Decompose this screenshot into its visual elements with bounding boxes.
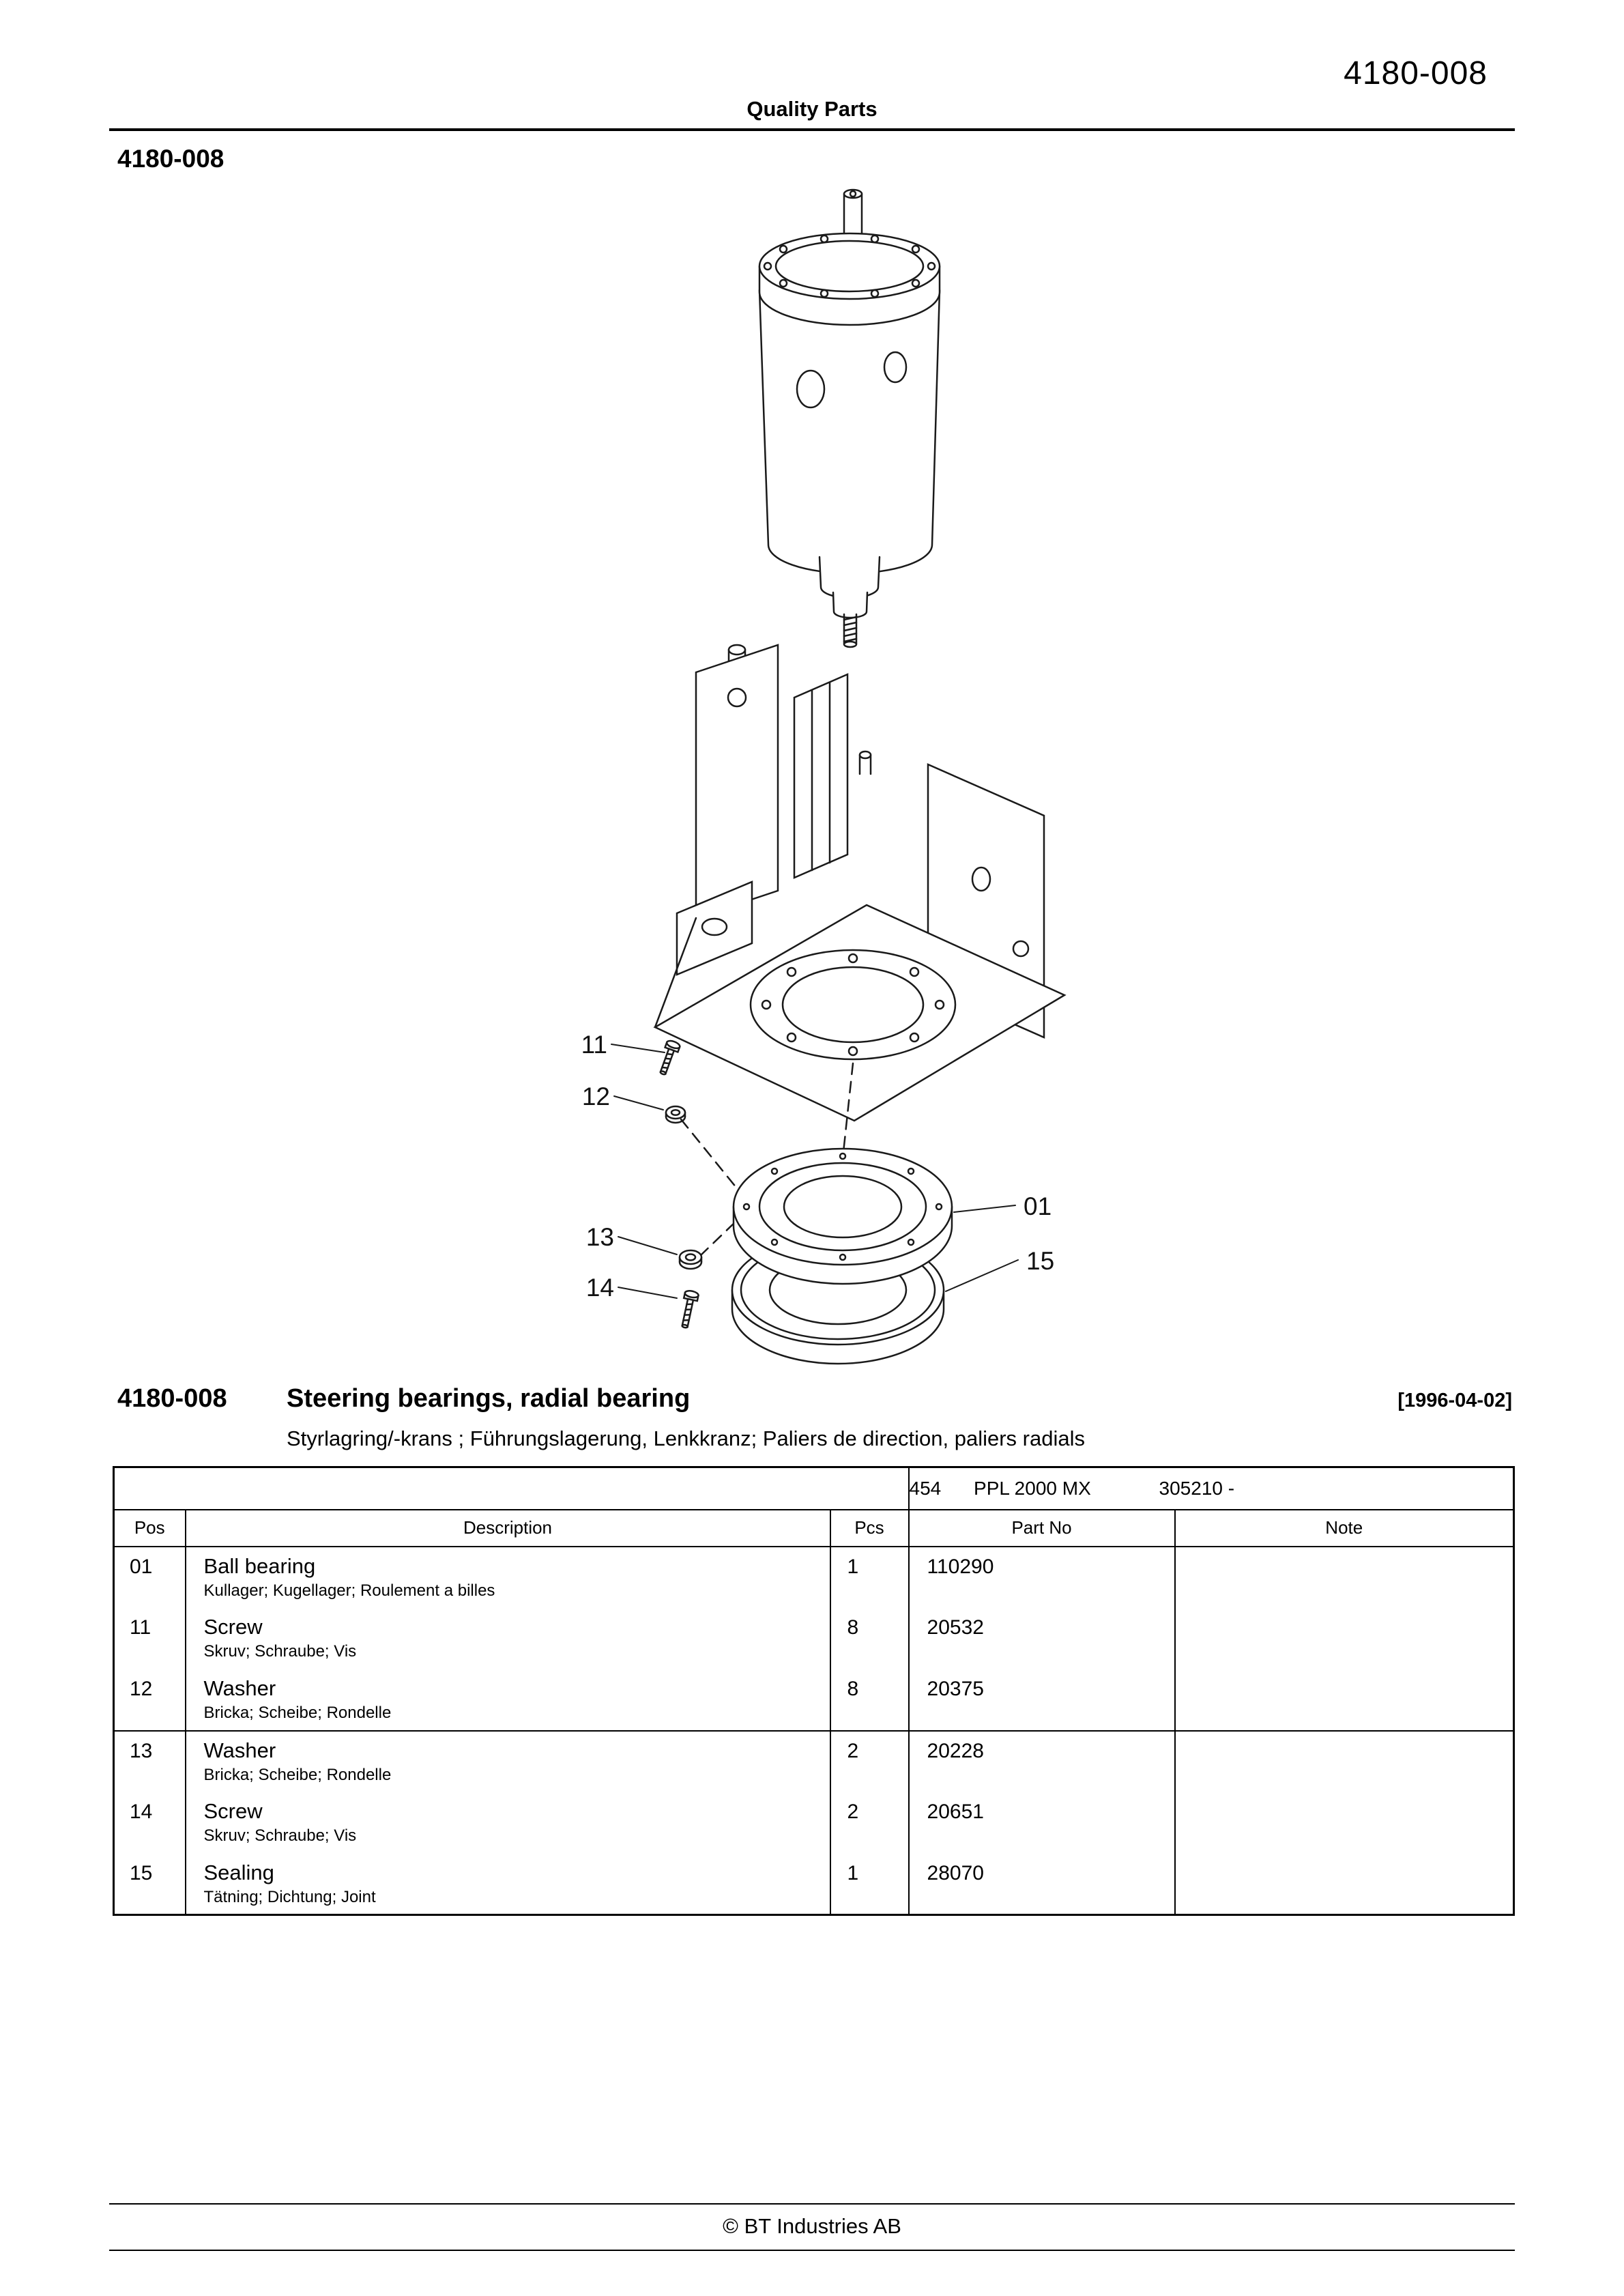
section-title: Steering bearings, radial bearing — [287, 1384, 691, 1413]
description-sub: Skruv; Schraube; Vis — [203, 1826, 357, 1845]
description-main: Screw — [203, 1798, 263, 1823]
note-cell — [1175, 1669, 1514, 1731]
pcs-cell: 2 — [830, 1792, 909, 1854]
note-cell — [1175, 1854, 1514, 1915]
description-main: Screw — [203, 1614, 263, 1639]
cylinder-assembly — [759, 190, 940, 647]
description-sub: Skruv; Schraube; Vis — [203, 1641, 357, 1661]
pos-cell: 14 — [114, 1792, 186, 1854]
footer-text: © BT Industries AB — [723, 2214, 901, 2238]
description-sub: Bricka; Scheibe; Rondelle — [203, 1765, 392, 1784]
bracket-assembly — [655, 645, 1064, 1121]
description-cell — [186, 1547, 830, 1608]
partno-cell: 20651 — [909, 1792, 1175, 1854]
table-row — [114, 1854, 1514, 1915]
callout-15: 15 — [1026, 1247, 1055, 1275]
model-name: PPL 2000 MX — [974, 1477, 1091, 1499]
description-sub: Tätning; Dichtung; Joint — [203, 1887, 376, 1906]
note-cell — [1175, 1608, 1514, 1669]
footer-rule-top — [109, 2203, 1515, 2205]
description-cell — [186, 1792, 830, 1854]
pcs-cell: 1 — [830, 1854, 909, 1915]
note-cell — [1175, 1731, 1514, 1792]
pcs-cell: 8 — [830, 1608, 909, 1669]
serial-range: 305210 - — [1159, 1477, 1235, 1499]
callout-11: 11 — [581, 1031, 607, 1059]
pos-cell: 13 — [114, 1731, 186, 1792]
section-number: 4180-008 — [117, 1384, 227, 1413]
pos-cell: 11 — [114, 1608, 186, 1669]
description-sub: Kullager; Kugellager; Roulement a billes — [203, 1581, 495, 1600]
section-header — [117, 1384, 1512, 1414]
description-main: Washer — [203, 1676, 276, 1700]
pcs-cell: 1 — [830, 1547, 909, 1608]
col-header-description: Description — [186, 1510, 830, 1547]
model-row — [114, 1467, 1514, 1510]
partno-cell: 20375 — [909, 1669, 1175, 1731]
description-sub: Bricka; Scheibe; Rondelle — [203, 1703, 392, 1722]
screw-14-part — [678, 1290, 699, 1329]
note-cell — [1175, 1547, 1514, 1608]
ball-bearing-drawing — [734, 1149, 952, 1284]
header-rule — [109, 128, 1515, 131]
washer-13-part — [680, 1250, 701, 1269]
callout-01: 01 — [1024, 1192, 1052, 1220]
pos-cell: 01 — [114, 1547, 186, 1608]
table-row — [114, 1547, 1514, 1608]
exploded-view-svg — [382, 164, 1351, 1379]
doc-number: 4180-008 — [1344, 55, 1488, 91]
table-row — [114, 1669, 1514, 1731]
col-header-pcs: Pcs — [830, 1510, 909, 1547]
parts-table-container — [113, 1466, 1515, 1916]
pos-cell: 15 — [114, 1854, 186, 1915]
section-subtitle: Styrlagring/-krans ; Führungslagerung, Lenkkranz; Paliers de direction, paliers radials — [287, 1426, 1085, 1450]
partno-cell: 28070 — [909, 1854, 1175, 1915]
partno-cell: 110290 — [909, 1547, 1175, 1608]
note-cell — [1175, 1792, 1514, 1854]
partno-cell: 20228 — [909, 1731, 1175, 1792]
model-cell — [909, 1467, 1514, 1510]
table-row — [114, 1792, 1514, 1854]
description-cell — [186, 1669, 830, 1731]
page-header-title: Quality Parts — [746, 97, 878, 121]
description-main: Sealing — [203, 1860, 274, 1884]
table-row — [114, 1608, 1514, 1669]
callout-12: 12 — [581, 1082, 610, 1110]
col-header-note: Note — [1175, 1510, 1514, 1547]
parts-table — [113, 1466, 1515, 1916]
footer-rule-bottom — [109, 2250, 1515, 2251]
pos-cell: 12 — [114, 1669, 186, 1731]
partno-cell: 20532 — [909, 1608, 1175, 1669]
washer-12-part — [666, 1106, 685, 1123]
description-cell — [186, 1608, 830, 1669]
col-header-pos: Pos — [114, 1510, 186, 1547]
description-main: Ball bearing — [203, 1553, 316, 1578]
description-cell — [186, 1731, 830, 1792]
callout-13: 13 — [585, 1223, 614, 1251]
section-date: [1996-04-02] — [1397, 1390, 1512, 1411]
column-header-row — [114, 1510, 1514, 1547]
figure-number: 4180-008 — [117, 145, 224, 173]
table-row — [114, 1731, 1514, 1792]
model-row-empty-cell — [114, 1467, 909, 1510]
model-code: 454 — [909, 1477, 942, 1499]
pcs-cell: 8 — [830, 1669, 909, 1731]
description-main: Washer — [203, 1738, 276, 1762]
screw-11-part — [656, 1039, 681, 1076]
description-cell — [186, 1854, 830, 1915]
pcs-cell: 2 — [830, 1731, 909, 1792]
exploded-view-drawing — [382, 164, 1351, 1379]
col-header-partno: Part No — [909, 1510, 1175, 1547]
callout-14: 14 — [585, 1274, 614, 1302]
